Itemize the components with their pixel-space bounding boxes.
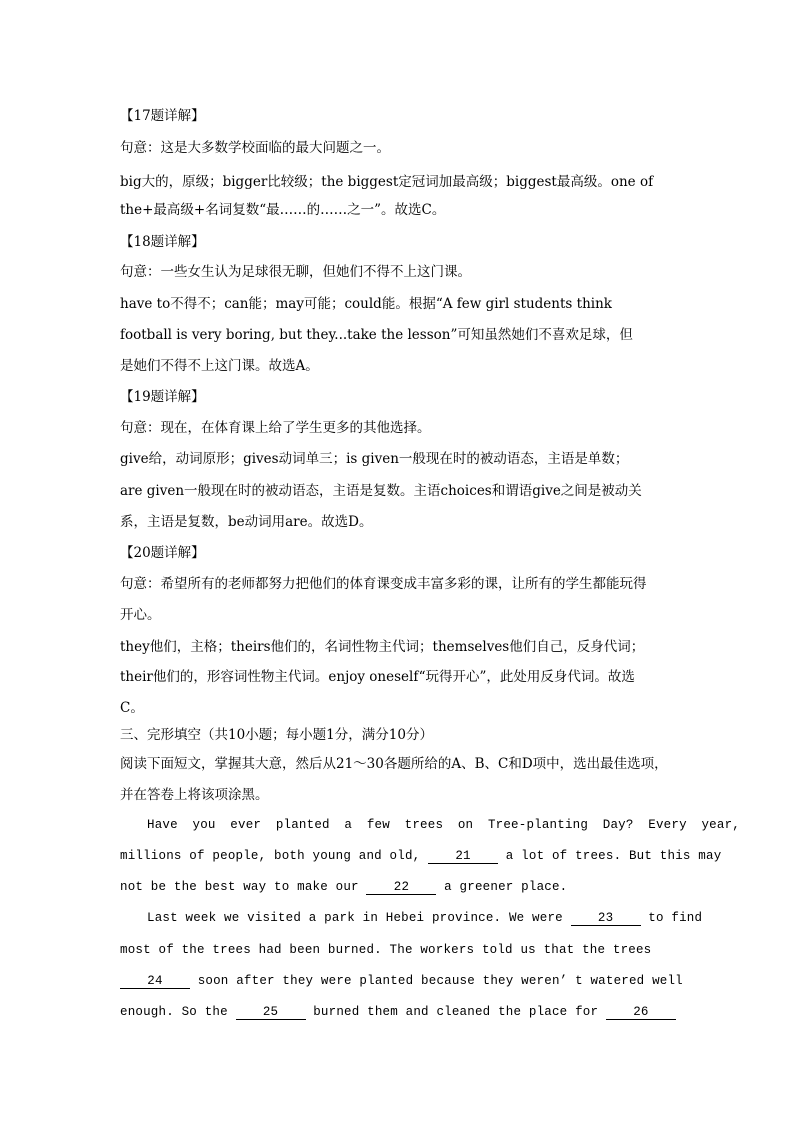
passage-line: Have you ever planted a few trees on Tree-planting Day? Every year,	[147, 818, 740, 832]
section-instructions-line-1: 阅读下面短文，掌握其大意，然后从21～30各题所给的A、B、C和D项中，选出最佳选项，	[120, 756, 668, 772]
passage-text: a lot of trees. But this may	[505, 849, 722, 863]
q19-explanation-line-1: give给，动词原形；gives动词单三；is given一般现在时的被动语态，主语是单数；	[120, 451, 629, 467]
q17-header: 【17题详解】	[120, 108, 205, 124]
q18-header: 【18题详解】	[120, 234, 205, 250]
passage-text: to find	[648, 911, 703, 925]
passage-line	[120, 974, 683, 989]
blank-23: 23	[571, 911, 641, 926]
blank-25: 25	[236, 1005, 306, 1020]
passage-line: most of the trees had been burned. The workers told us that the trees	[120, 943, 652, 957]
q17-meaning: 句意：这是大多数学校面临的最大问题之一。	[120, 140, 390, 156]
q19-header: 【19题详解】	[120, 389, 205, 405]
q18-explanation-line-3: 是她们不得不上这门课。故选A。	[120, 358, 319, 374]
section-instructions-line-2: 并在答卷上将该项涂黑。	[120, 787, 269, 803]
passage-text: not be the best way to make our	[120, 880, 359, 894]
passage-line	[147, 911, 703, 926]
passage-text: a greener place.	[444, 880, 568, 894]
q20-meaning-line-2: 开心。	[120, 607, 161, 623]
q20-header: 【20题详解】	[120, 545, 205, 561]
q20-meaning-line-1: 句意：希望所有的老师都努力把他们的体育课变成丰富多彩的课，让所有的学生都能玩得	[120, 576, 647, 592]
passage-text: enough. So the	[120, 1005, 228, 1019]
blank-26: 26	[606, 1005, 676, 1020]
blank-24: 24	[120, 974, 190, 989]
q19-explanation-line-3: 系，主语是复数，be动词用are。故选D。	[120, 514, 373, 530]
section-title: 三、完形填空（共10小题；每小题1分，满分10分）	[120, 727, 433, 743]
q17-explanation-line-1: big大的，原级；bigger比较级；the biggest定冠词加最高级；biggest最高级。one of	[120, 174, 654, 190]
q18-meaning: 句意：一些女生认为足球很无聊，但她们不得不上这门课。	[120, 264, 471, 280]
passage-text: millions of people, both young and old,	[120, 849, 421, 863]
passage-text: burned them and cleaned the place for	[313, 1005, 599, 1019]
passage-text: soon after they were planted because they weren’ t watered well	[197, 974, 683, 988]
q18-explanation-line-2: football is very boring, but they...take the lesson”可知虽然她们不喜欢足球，但	[120, 327, 633, 343]
q19-explanation-line-2: are given一般现在时的被动语态，主语是复数。主语choices和谓语give之间是被动关	[120, 483, 642, 499]
passage-line	[120, 880, 680, 895]
q18-explanation-line-1: have to不得不；can能；may可能；could能。根据“A few girl students think	[120, 296, 612, 312]
q20-explanation-line-3: C。	[120, 700, 144, 716]
q20-explanation-line-2: their他们的，形容词性物主代词。enjoy oneself“玩得开心”，此处用反身代词。故选	[120, 669, 635, 685]
passage-line	[120, 1005, 680, 1020]
passage-text: Last week we visited a park in Hebei province. We were	[147, 911, 563, 925]
q20-explanation-line-1: they他们，主格；theirs他们的，名词性物主代词；themselves他们自己，反身代词；	[120, 639, 645, 655]
blank-22: 22	[366, 880, 436, 895]
q17-explanation-line-2: the+最高级+名词复数“最……的……之一”。故选C。	[120, 202, 446, 218]
q19-meaning: 句意：现在，在体育课上给了学生更多的其他选择。	[120, 420, 431, 436]
blank-21: 21	[428, 849, 498, 864]
passage-line	[120, 849, 722, 864]
